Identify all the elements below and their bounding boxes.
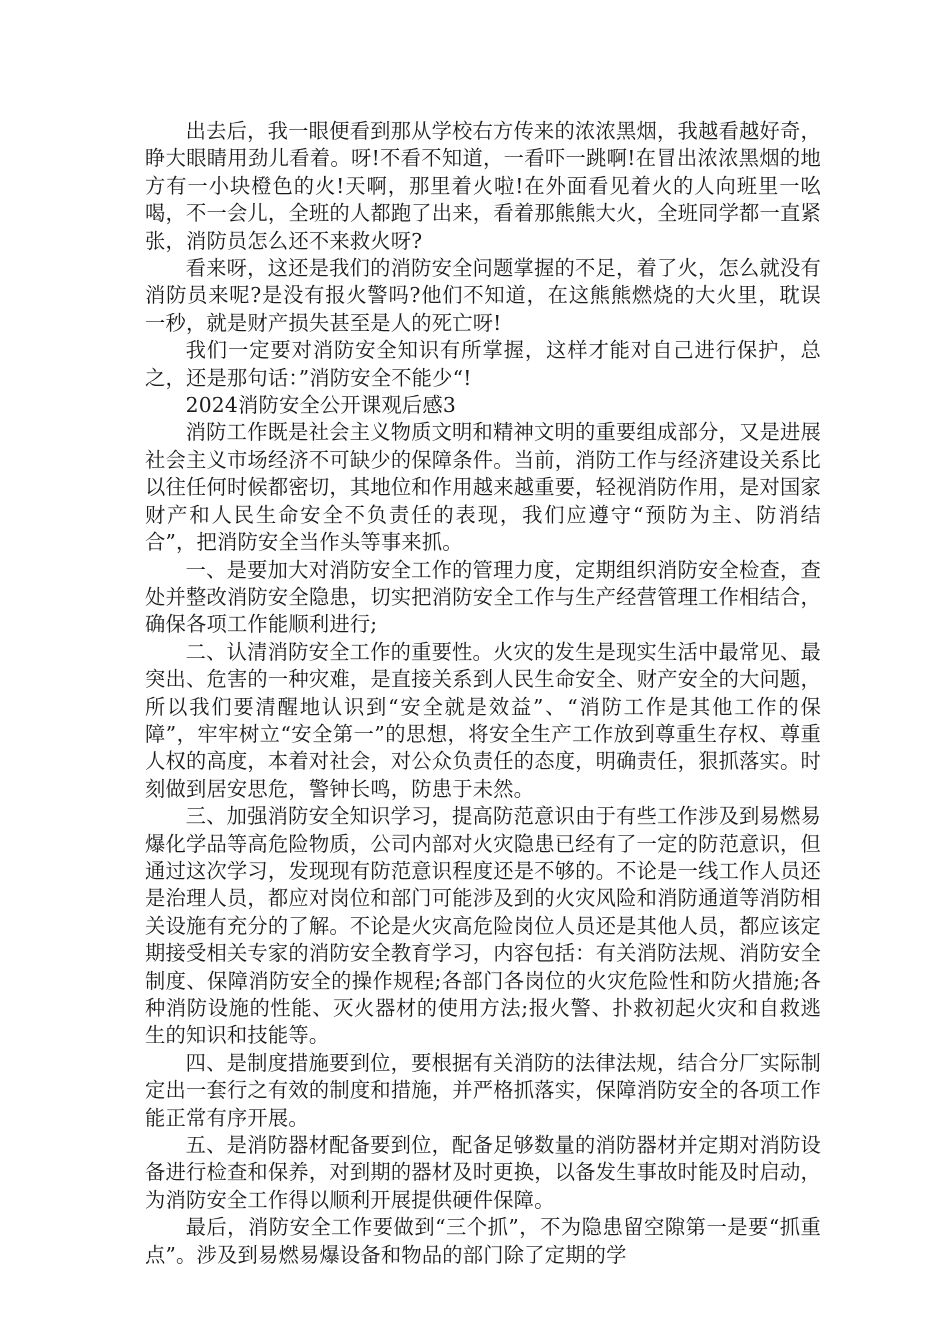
- body-paragraph-4: 三、加强消防安全知识学习，提高防范意识由于有些工作涉及到易燃易爆化学品等高危险物质，公司内部对火灾隐患已经有了一定的防范意识，但通过这次学习，发现现有防范意识程度还是不够的。不论是一线工作人员还是治理人员，都应对岗位和部门可能涉及到的火灾风险和消防通道等消防相关设施有充分的了解。不论是火灾高危险岗位人员还是其他人员，都应该定期接受相关专家的消防安全教育学习，内容包括：有关消防法规、消防安全制度、保障消防安全的操作规程;各部门各岗位的火灾危险性和防火措施;各种消防设施的性能、灭火器材的使用方法;报火警、扑救初起火灾和自救逃生的知识和技能等。: [145, 804, 821, 1048]
- body-paragraph-1: 消防工作既是社会主义物质文明和精神文明的重要组成部分，又是进展社会主义市场经济不可缺少的保障条件。当前，消防工作与经济建设关系比以往任何时候都密切，其地位和作用越来越重要，轻视消防作用，是对国家财产和人民生命安全不负责任的表现，我们应遵守“预防为主、防消结合”，把消防安全当作头等事来抓。: [145, 420, 821, 555]
- body-paragraph-6: 五、是消防器材配备要到位，配备足够数量的消防器材并定期对消防设备进行检查和保养，对到期的器材及时更换，以备发生事故时能及时启动，为消防安全工作得以顺利开展提供硬件保障。: [145, 1133, 821, 1212]
- paragraph-1: 出去后，我一眼便看到那从学校右方传来的浓浓黑烟，我越看越好奇，睁大眼睛用劲儿看着。呀!不看不知道，一看吓一跳啊!在冒出浓浓黑烟的地方有一小块橙色的火!天啊，那里着火啦!在外面看见着火的人向班里一吆喝，不一会儿，全班的人都跑了出来，看着那熊熊大火，全班同学都一直紧张，消防员怎么还不来救火呀?: [145, 119, 821, 253]
- paragraph-2: 看来呀，这还是我们的消防安全问题掌握的不足，着了火，怎么就没有消防员来呢?是没有报火警吗?他们不知道，在这熊熊燃烧的大火里，耽误一秒，就是财产损失甚至是人的死亡呀!: [145, 256, 821, 335]
- body-paragraph-2: 一、是要加大对消防安全工作的管理力度，定期组织消防安全检查，查处并整改消防安全隐患，切实把消防安全工作与生产经营管理工作相结合，确保各项工作能顺利进行;: [145, 557, 821, 637]
- document-page: [145, 118, 821, 1269]
- body-paragraph-7: 最后，消防安全工作要做到“三个抓”，不为隐患留空隙第一是要“抓重点”。涉及到易燃易爆设备和物品的部门除了定期的学: [145, 1215, 821, 1267]
- body-paragraph-3: 二、认清消防安全工作的重要性。火灾的发生是现实生活中最常见、最突出、危害的一种灾难，是直接关系到人民生命安全、财产安全的大问题，所以我们要清醒地认识到“安全就是效益”、“消防工作是其他工作的保障”，牢牢树立“安全第一”的思想，将安全生产工作放到尊重生存权、尊重人权的高度，本着对社会，对公众负责任的态度，明确责任，狠抓落实。时刻做到居安思危，警钟长鸣，防患于未然。: [145, 639, 821, 801]
- section-heading: 2024消防安全公开课观后感3: [185, 393, 456, 418]
- body-paragraph-5: 四、是制度措施要到位，要根据有关消防的法律法规，结合分厂实际制定出一套行之有效的制度和措施，并严格抓落实，保障消防安全的各项工作能正常有序开展。: [145, 1050, 821, 1130]
- paragraph-3: 我们一定要对消防安全知识有所掌握，这样才能对自己进行保护，总之，还是那句话：”消防安全不能少“!: [145, 338, 821, 390]
